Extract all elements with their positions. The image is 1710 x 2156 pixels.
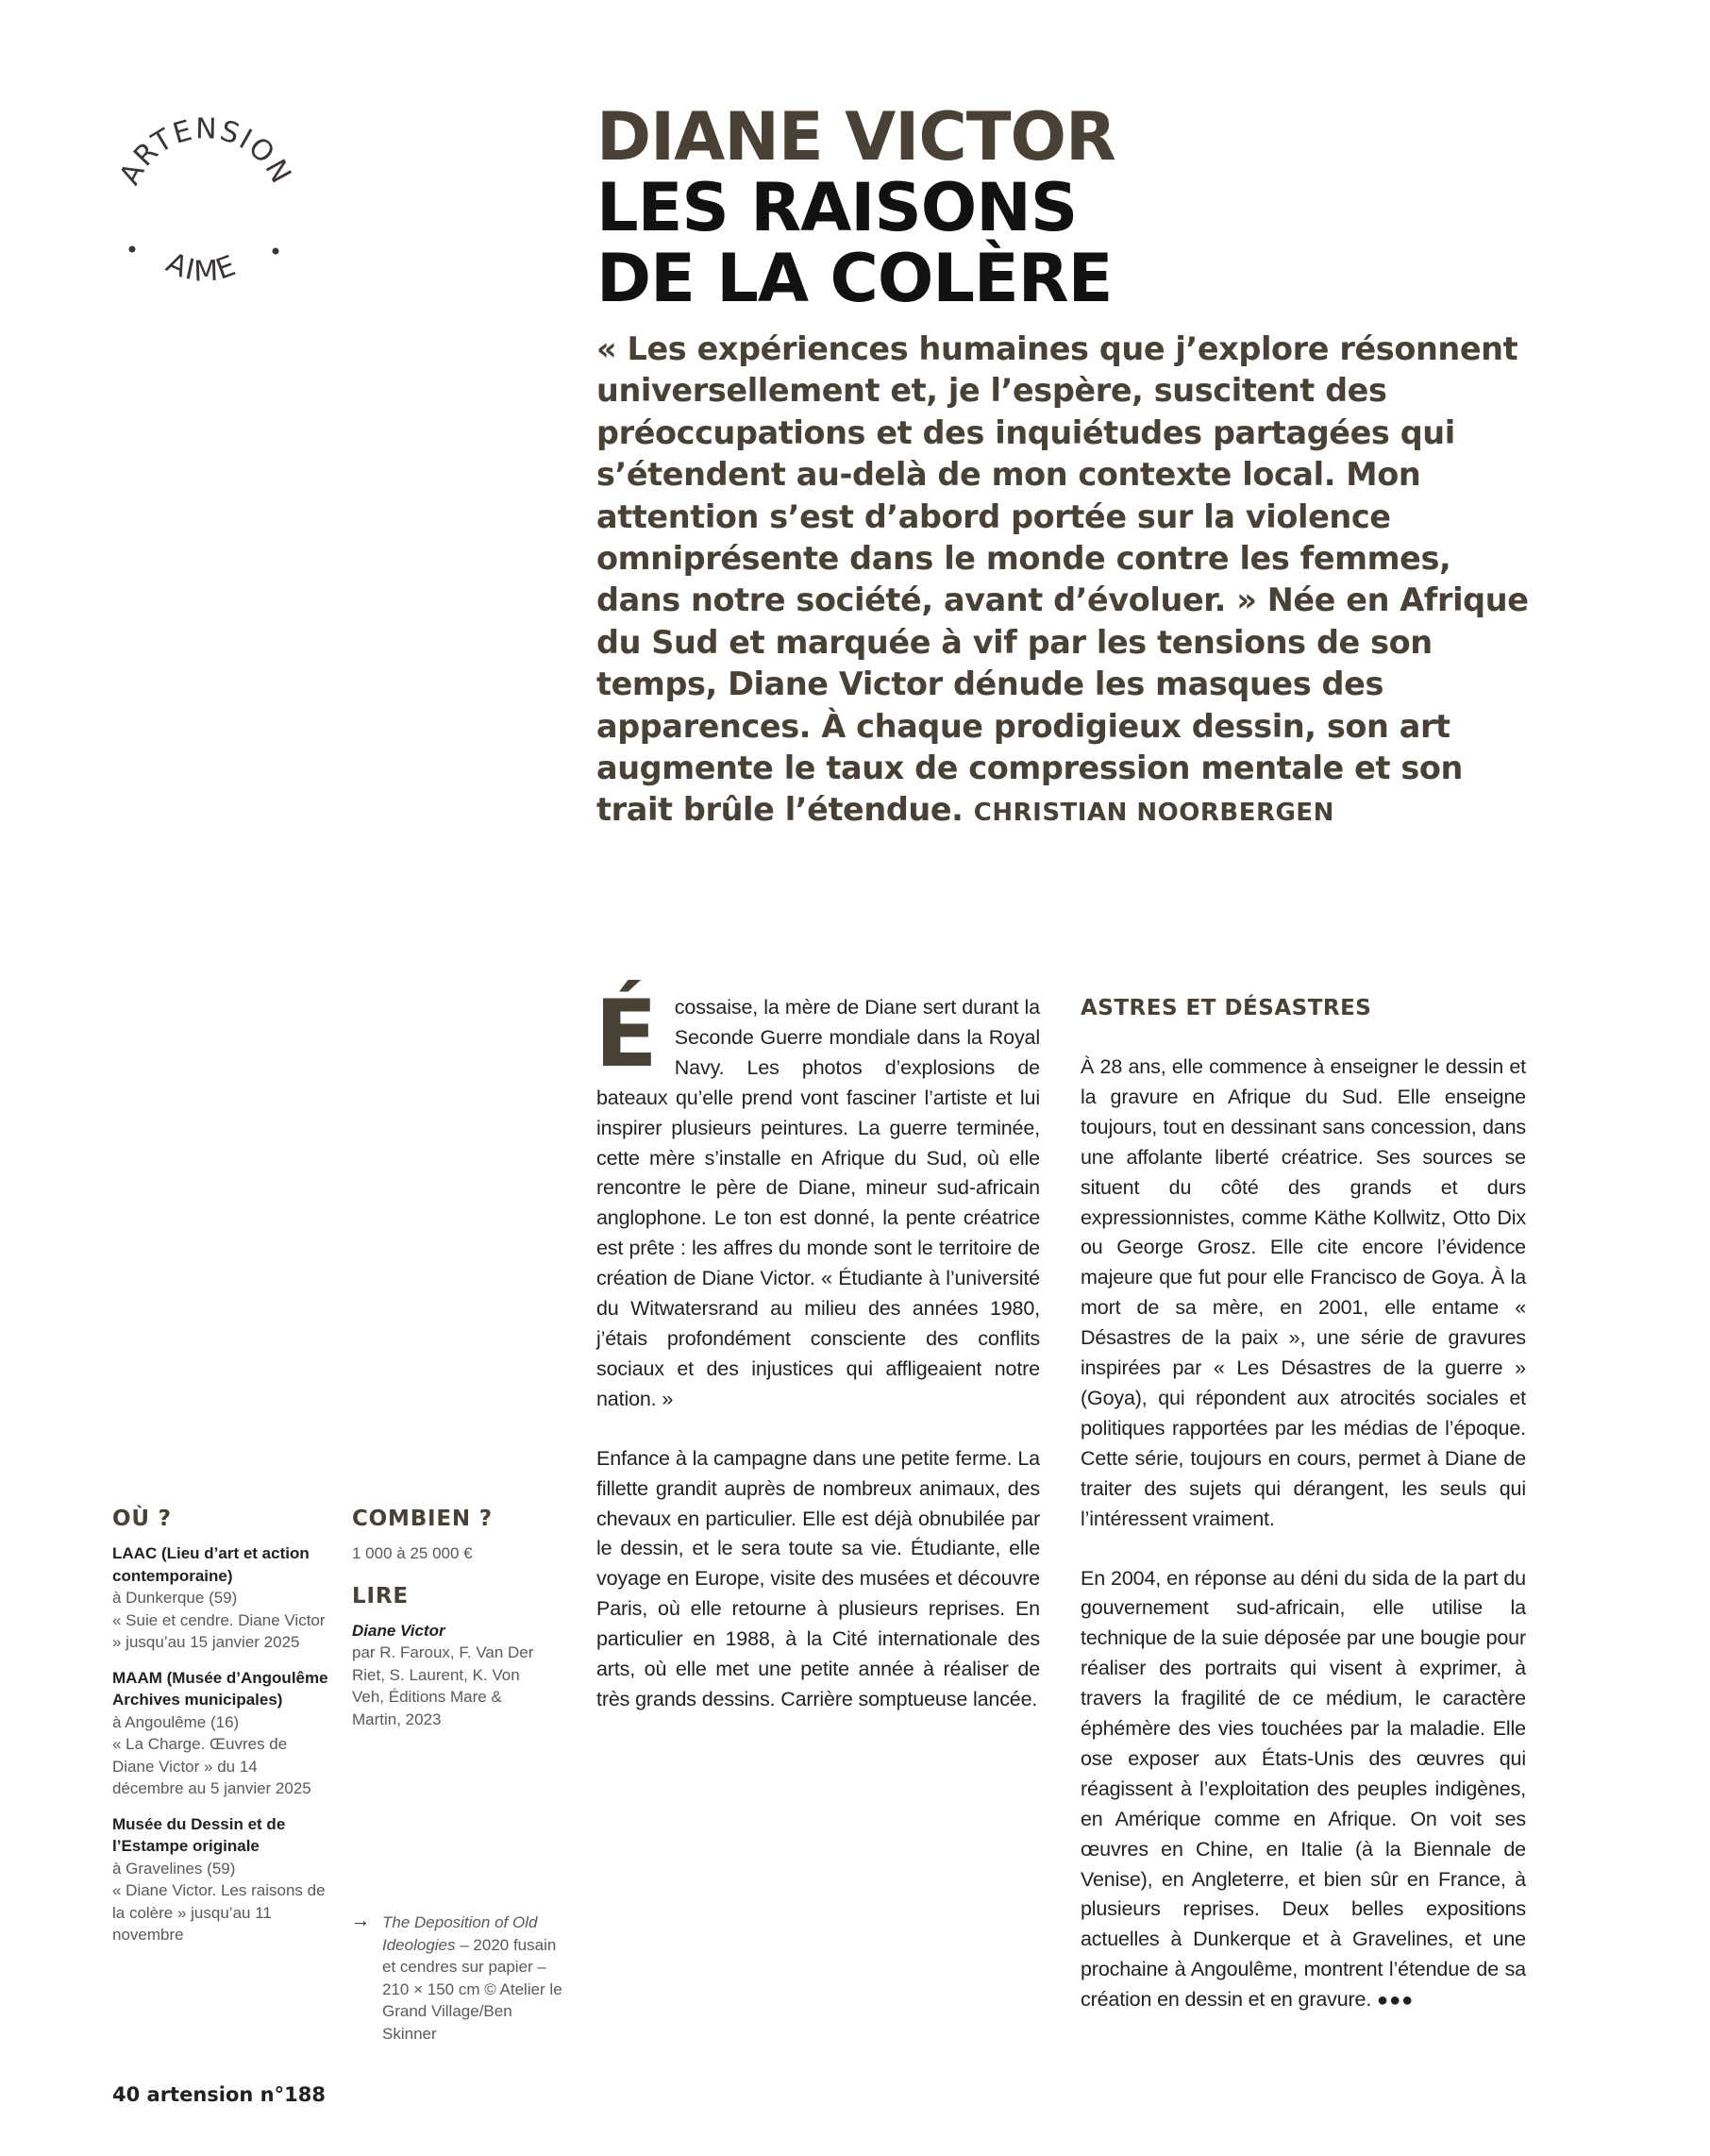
caption-title: The Deposition of Old Ideologies [382,1913,538,1954]
body-paragraph-2: Enfance à la campagne dans une petite ferme. La fillette grandit auprès de nombreux animaux, des chevaux en particulier. Elle est déjà obnubilée par le dessin, et le sera toute sa vie. Étudiante, elle voyage en Europe, visite des musées et découvre Paris, où elle retourne à plusieurs reprises. En particulier en 1988, à la Cité internationale des arts, où elle met une petite année à réaliser de très grands dessins. Carrière somptueuse lancée. [596,1446,1040,1710]
venue-item [112,1813,329,1946]
where-heading: OÙ ? [112,1507,172,1531]
book-title: Diane Victor [352,1621,445,1640]
logo-dot-left [129,246,136,253]
title-line-2: LES RAISONS [596,169,1078,246]
arrow-right-icon: → [351,1911,370,1931]
venue-show: « La Charge. Œuvres de Diane Victor » du 14 décembre au 5 janvier 2025 [112,1735,311,1797]
intro-text: « Les expériences humaines que j’explore résonnent universellement et, je l’espère, suscitent des préoccupations et des inquiétudes partagées qui s’étendent au-delà de mon contexte local. Mon attention s’est d’abord portée sur la violence omniprésente dans le monde contre les femmes, dans notre société, avant d’évoluer. » Née en Afrique du Sud et marquée à vif par les tensions de son temps, Diane Victor dénude les masques des apparences. À chaque prodigieux dessin, son art augmente le taux de compression mentale et son trait brûle l’étendue. [596,330,1529,829]
artension-aime-logo [106,106,304,304]
price-heading: COMBIEN ? [352,1507,493,1531]
paragraph-4-text: En 2004, en réponse au déni du sida de la part du gouvernement sud-africain, elle utilise la technique de la suie déposée par une bougie pour réaliser des portraits qui visent à exprimer, à travers la fragilité de ce médium, le caractère éphémère des vies touchées par la maladie. Elle ose exposer aux États-Unis des œuvres qui réagissent à l’exploitation des peuples indigènes, en Amérique comme en Afrique. On voit ses œuvres en Chine, en Italie (à la Biennale de Venise), en Angleterre, et bien sûr en France, à plusieurs reprises. Deux belles expositions actuelles à Dunkerque et à Gravelines, et une prochaine à Angoulême, montrent l’étendue de sa création en dessin et en gravure. [1081,1566,1526,2012]
drop-cap: É [595,981,658,1088]
venue-name: LAAC (Lieu d’art et action contemporaine) [112,1544,310,1585]
venue-city: à Gravelines (59) [112,1859,236,1878]
body-column-2 [1081,993,1526,2046]
venue-city: à Dunkerque (59) [112,1589,238,1607]
body-paragraph-1 [595,981,1040,1415]
body-paragraph-3: À 28 ans, elle commence à enseigner le dessin et la gravure en Afrique du Sud. Elle enseigne toujours, tout en dessinant sans concession, dans une affolante liberté créatrice. Ses sources se situent du côté des grands et durs expressionnistes, comme Käthe Kollwitz, Otto Dix ou George Grosz. Elle cite encore l’évidence majeure que fut pour elle Francisco de Goya. À la mort de sa mère, en 2001, elle entame « Désastres de la paix », une série de gravures inspirées par « Les Désastres de la guerre » (Goya), qui répondent aux atrocités sociales et politiques rapportées par les médias de l’époque. Cette série, toujours en cours, permet à Diane de traiter des sujets qui dérangent, les seuls qui l’intéressent vraiment. [1081,1055,1526,1530]
end-mark: ●●● [1377,1990,1415,2012]
page-folio: 40 artension n°188 [112,2083,326,2106]
intro-author: CHRISTIAN NOORBERGEN [973,799,1334,828]
book-details: par R. Faroux, F. Van Der Riet, S. Laurent, K. Von Veh, Éditions Mare & Martin, 2023 [352,1643,534,1728]
venue-show: « Diane Victor. Les raisons de la colère » jusqu’au 11 novembre [112,1881,326,1944]
read-heading: LIRE [352,1583,409,1609]
section-subhead: ASTRES ET DÉSASTRES [1081,996,1372,1020]
article-title [596,98,1597,317]
venue-item [112,1542,329,1654]
article-intro [596,328,1540,834]
info-price-read [352,1507,541,1730]
title-line-3: DE LA COLÈRE [596,240,1113,317]
paragraph-1-text: cossaise, la mère de Diane sert durant la Seconde Guerre mondiale dans la Royal Navy. Les photos d’explosions de bateaux qu’elle prend vont fasciner l’artiste et lui inspirer plusieurs peintures. La guerre terminée, cette mère s’installe en Afrique du Sud, où elle rencontre le père de Diane, mineur sud-africain anglophone. Le ton est donné, la pente créatrice est prête : les affres du monde sont le territoire de création de Diane Victor. « Étudiante à l’université du Witwatersrand au milieu des années 1980, j’étais profondément consciente des conflits sociaux et des injustices qui affligeaient notre nation. » [596,996,1040,1410]
venue-name: MAAM (Musée d’Angoulême Archives municipales) [112,1668,328,1709]
venue-city: à Angoulême (16) [112,1712,240,1731]
price-range: 1 000 à 25 000 € [352,1544,473,1562]
logo-dot-right [273,248,279,255]
caption-details: – 2020 fusain et cendres sur papier – 210 × 150 cm © Atelier le Grand Village/Ben Skinner [382,1935,562,2043]
logo-inner-text: AIME [160,245,243,289]
venue-name: Musée du Dessin et de l’Estampe originale [112,1814,286,1855]
venue-item [112,1667,329,1800]
logo-ring-text: ARTENSION [113,112,298,191]
info-where [112,1507,329,1960]
body-column-1 [595,981,1040,1744]
body-paragraph-4 [1081,1564,1526,2017]
title-artist-name: DIANE VICTOR [596,98,1115,176]
image-caption [382,1912,566,2045]
venue-show: « Suie et cendre. Diane Victor » jusqu’au 15 janvier 2025 [112,1610,326,1651]
